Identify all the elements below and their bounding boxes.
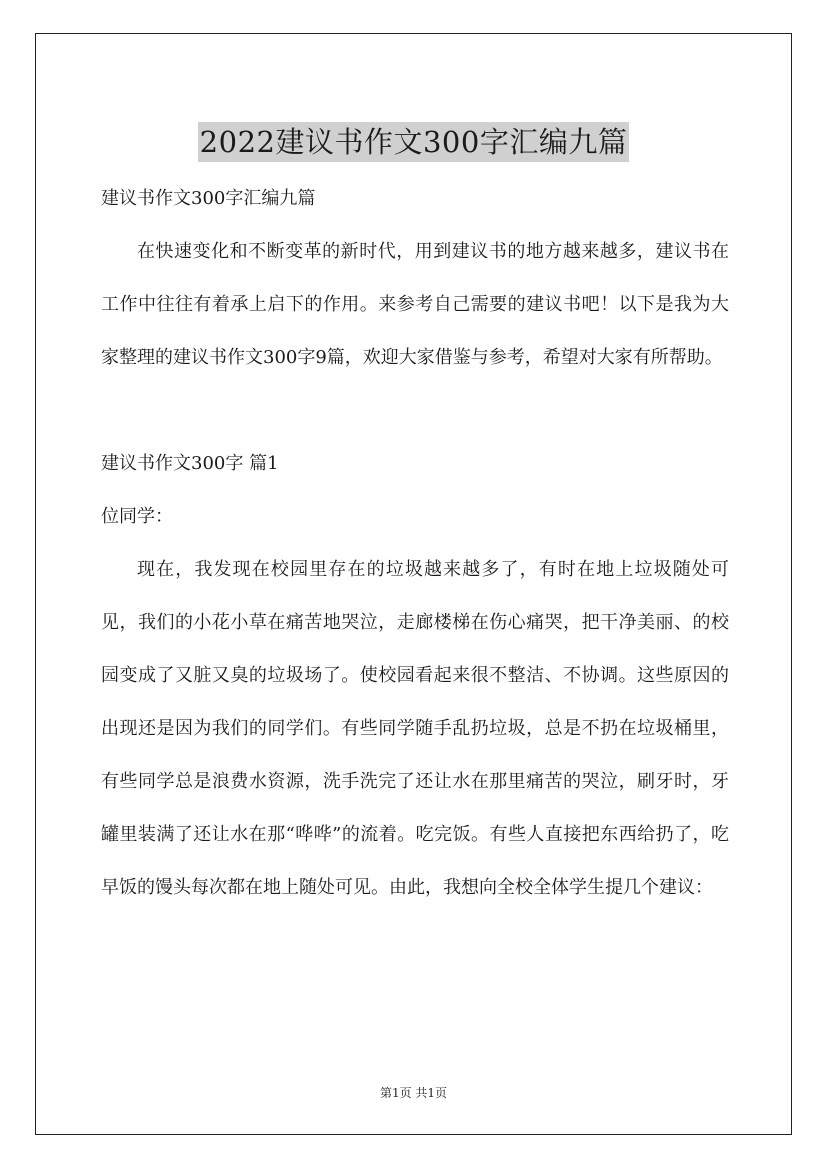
salutation: 位同学： <box>101 506 173 527</box>
title-container <box>0 103 827 182</box>
intro-paragraph: 在快速变化和不断变革的新时代，用到建议书的地方越来越多，建议书在工作中往往有着承上启下的作用。来参考自己需要的建议书吧！以下是我为大家整理的建议书作文300字9篇，欢迎大家借鉴与参考，希望对大家有所帮助。 <box>101 241 729 368</box>
section-heading: 建议书作文300字 篇1 <box>101 453 279 474</box>
section-spacer <box>101 384 729 437</box>
body-paragraph: 现在，我发现在校园里存在的垃圾越来越多了，有时在地上垃圾随处可见，我们的小花小草在痛苦地哭泣，走廊楼梯在伤心痛哭，把干净美丽、的校园变成了又脏又臭的垃圾场了。使校园看起来很不整洁、不协调。这些原因的出现还是因为我们的同学们。有些同学随手乱扔垃圾，总是不扔在垃圾桶里，有些同学总是浪费水资源，洗手洗完了还让水在那里痛苦的哭泣，刷牙时，牙罐里装满了还让水在那“哗哗”的流着。吃完饭。有些人直接把东西给扔了，吃早饭的馒头每次都在地上随处可见。由此，我想向全校全体学生提几个建议： <box>101 559 729 898</box>
page-footer: 第1页 共1页 <box>379 1086 448 1100</box>
document-title: 2022建议书作文300字汇编九篇 <box>198 122 630 162</box>
document-body <box>101 172 729 914</box>
document-subtitle: 建议书作文300字汇编九篇 <box>101 188 316 209</box>
